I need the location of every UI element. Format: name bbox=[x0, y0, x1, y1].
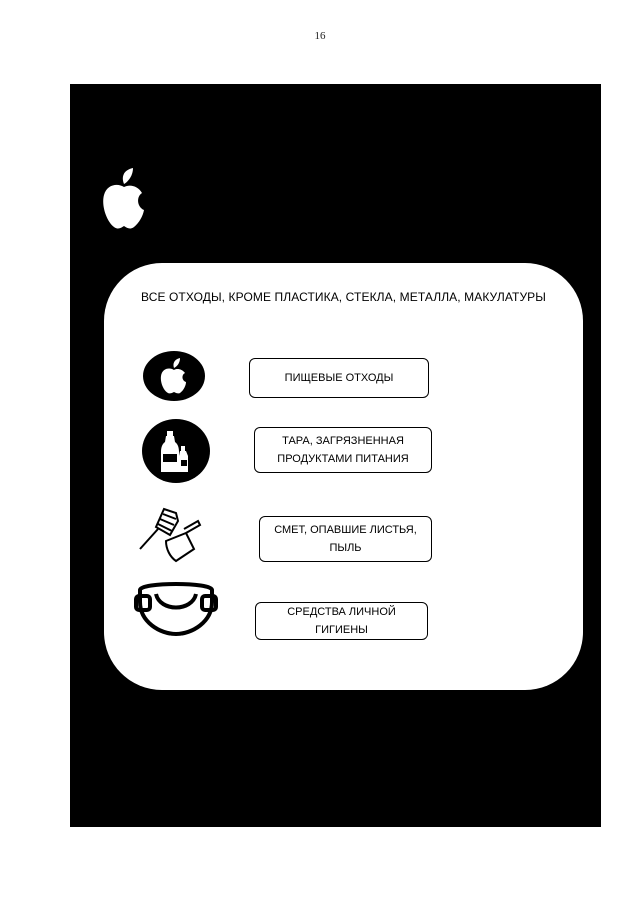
label-sweepings: СМЕТ, ОПАВШИЕ ЛИСТЬЯ, ПЫЛЬ bbox=[259, 516, 432, 562]
card-title: ВСЕ ОТХОДЫ, КРОМЕ ПЛАСТИКА, СТЕКЛА, МЕТАЛЛА, МАКУЛАТУРЫ bbox=[140, 290, 547, 304]
apple-icon bbox=[142, 350, 206, 402]
label-dirty-packaging: ТАРА, ЗАГРЯЗНЕННАЯ ПРОДУКТАМИ ПИТАНИЯ bbox=[254, 427, 432, 473]
apple-icon bbox=[101, 168, 147, 230]
label-hygiene-products: СРЕДСТВА ЛИЧНОЙ ГИГИЕНЫ bbox=[255, 602, 428, 640]
label-food-waste: ПИЩЕВЫЕ ОТХОДЫ bbox=[249, 358, 429, 398]
page-number: 16 bbox=[314, 30, 326, 42]
broom-dustpan-icon bbox=[136, 505, 202, 567]
info-card bbox=[104, 263, 583, 690]
bottles-icon bbox=[142, 418, 214, 484]
diaper-icon bbox=[132, 578, 220, 638]
